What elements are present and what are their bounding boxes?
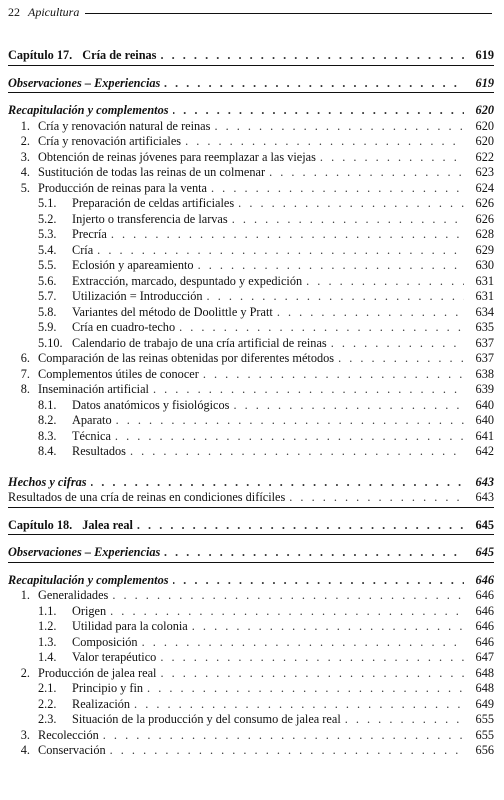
entry-number: 1.2. xyxy=(38,619,57,633)
entry-title: Principio y fin xyxy=(72,681,144,695)
entry-page-number: 638 xyxy=(475,366,494,381)
entry-page-number: 646 xyxy=(475,603,494,618)
entry-number: 5.1. xyxy=(38,196,57,210)
entry-page-number: 619 xyxy=(475,75,494,90)
entry-number: 2. xyxy=(20,665,30,680)
entry-number: Capítulo 18. xyxy=(8,517,73,532)
dot-leader xyxy=(160,666,464,682)
entry-title: Cría de reinas xyxy=(82,48,157,62)
toc-entry-level2 xyxy=(8,604,494,620)
entry-page-number: 648 xyxy=(475,665,494,680)
dot-leader xyxy=(97,243,464,259)
entry-title: Conservación xyxy=(38,743,106,757)
entry-number: 2.3. xyxy=(38,712,57,726)
dot-leader xyxy=(134,697,464,713)
toc-entry-level1 xyxy=(8,666,494,682)
dot-leader xyxy=(207,289,464,305)
entry-title: Valor terapéutico xyxy=(72,650,157,664)
toc-entry-level2 xyxy=(8,681,494,697)
dot-leader xyxy=(238,196,464,212)
dot-leader xyxy=(91,475,464,491)
dot-leader xyxy=(173,573,464,589)
entry-page-number: 640 xyxy=(475,397,494,412)
dot-leader xyxy=(306,274,464,290)
entry-number: 5. xyxy=(20,180,30,195)
toc-entry-level2 xyxy=(8,274,494,290)
entry-page-number: 643 xyxy=(475,490,494,504)
entry-title: Datos anatómicos y fisiológicos xyxy=(72,397,230,412)
entry-number: 1.1. xyxy=(38,603,57,618)
dot-leader xyxy=(111,227,464,243)
entry-title: Técnica xyxy=(72,428,111,443)
entry-number: 4. xyxy=(20,743,30,757)
entry-number: 6. xyxy=(20,351,30,365)
entry-page-number: 637 xyxy=(475,351,494,365)
entry-number: 5.5. xyxy=(38,258,57,272)
toc-entry-level2 xyxy=(8,429,494,445)
entry-title: Comparación de las reinas obtenidas por diferentes métodos xyxy=(38,351,335,365)
dot-leader xyxy=(233,398,464,414)
dot-leader xyxy=(211,181,464,197)
dot-leader xyxy=(164,545,464,561)
toc-entry-level1 xyxy=(8,588,494,604)
section-divider xyxy=(8,92,494,93)
entry-page-number: 623 xyxy=(475,165,494,179)
entry-page-number: 619 xyxy=(475,48,494,62)
entry-title: Inseminación artificial xyxy=(38,382,149,396)
entry-title: Cría en cuadro-techo xyxy=(72,320,176,334)
entry-page-number: 646 xyxy=(475,588,494,602)
toc-entry-level2 xyxy=(8,619,494,635)
entry-title: Producción de jalea real xyxy=(38,665,157,680)
toc-section-heading xyxy=(8,475,494,491)
entry-page-number: 630 xyxy=(475,258,494,272)
entry-title: Situación de la producción y del consumo de jalea real xyxy=(72,712,341,726)
entry-page-number: 641 xyxy=(475,428,494,443)
dot-leader xyxy=(214,119,464,135)
toc-entry-level2 xyxy=(8,243,494,259)
running-title: Apicultura xyxy=(28,4,80,19)
section-divider xyxy=(8,534,494,535)
dot-leader xyxy=(277,305,464,321)
toc-entry-level2 xyxy=(8,413,494,429)
dot-leader xyxy=(110,604,464,620)
dot-leader xyxy=(116,413,464,429)
running-header xyxy=(8,4,492,20)
dot-leader xyxy=(179,320,464,336)
entry-number: 8.2. xyxy=(38,413,57,427)
toc-entry-level2 xyxy=(8,227,494,243)
toc-entry-level2 xyxy=(8,336,494,352)
toc-entry-level2 xyxy=(8,398,494,414)
entry-number: 8.1. xyxy=(38,397,57,412)
entry-title: Aparato xyxy=(72,413,112,427)
entry-page-number: 624 xyxy=(475,180,494,195)
entry-number: 5.3. xyxy=(38,227,57,241)
entry-page-number: 639 xyxy=(475,382,494,396)
toc-entry-level1 xyxy=(8,181,494,197)
section-divider xyxy=(8,507,494,508)
entry-page-number: 646 xyxy=(475,634,494,649)
entry-title: Recapitulación y complementos xyxy=(8,572,169,587)
entry-title: Producción de reinas para la venta xyxy=(38,180,208,195)
dot-leader xyxy=(164,76,464,92)
entry-number: 2.1. xyxy=(38,681,57,695)
header-rule xyxy=(85,13,492,14)
entry-title: Obtención de reinas jóvenes para reemplazar a las viejas xyxy=(38,149,316,164)
toc-entry-level2 xyxy=(8,305,494,321)
entry-title: Jalea real xyxy=(82,517,133,532)
toc-entry-level2 xyxy=(8,712,494,728)
entry-title: Variantes del método de Doolittle y Pratt xyxy=(72,304,273,319)
dot-leader xyxy=(112,588,464,604)
entry-page-number: 645 xyxy=(475,517,494,532)
spacer xyxy=(8,460,494,475)
entry-title: Composición xyxy=(72,634,138,649)
entry-number: 5.4. xyxy=(38,242,57,257)
dot-leader xyxy=(110,743,464,759)
entry-number: 2.2. xyxy=(38,696,57,711)
entry-title: Hechos y cifras xyxy=(8,474,87,489)
entry-number: 1.4. xyxy=(38,650,57,664)
entry-title: Resultados de una cría de reinas en condiciones difíciles xyxy=(8,490,286,504)
entry-page-number: 631 xyxy=(475,289,494,303)
toc-chapter xyxy=(8,48,494,64)
entry-number: 3. xyxy=(20,149,30,164)
entry-page-number: 629 xyxy=(475,242,494,257)
entry-page-number: 655 xyxy=(475,712,494,726)
toc-section-heading xyxy=(8,103,494,119)
dot-leader xyxy=(130,444,464,460)
entry-title: Cría y renovación artificiales xyxy=(38,134,182,148)
entry-page-number: 620 xyxy=(475,118,494,133)
section-divider xyxy=(8,65,494,66)
dot-leader xyxy=(185,134,464,150)
entry-title: Generalidades xyxy=(38,588,109,602)
entry-page-number: 646 xyxy=(475,619,494,633)
dot-leader xyxy=(320,150,464,166)
entry-title: Utilización = Introducción xyxy=(72,289,203,303)
dot-leader xyxy=(137,518,464,534)
entry-title: Recapitulación y complementos xyxy=(8,103,169,117)
entry-title: Observaciones – Experiencias xyxy=(8,545,161,559)
toc-section-heading xyxy=(8,573,494,589)
entry-number: 8. xyxy=(20,382,30,396)
entry-number: 5.8. xyxy=(38,304,57,319)
toc-entry-level1 xyxy=(8,367,494,383)
entry-title: Realización xyxy=(72,696,131,711)
entry-page-number: 626 xyxy=(475,211,494,226)
entry-page-number: 631 xyxy=(475,273,494,288)
entry-title: Resultados xyxy=(72,444,126,458)
table-of-contents xyxy=(8,48,494,759)
entry-page-number: 634 xyxy=(475,304,494,319)
entry-title: Preparación de celdas artificiales xyxy=(72,196,235,210)
entry-number: 8.4. xyxy=(38,444,57,458)
entry-page-number: 637 xyxy=(475,335,494,350)
entry-number: 3. xyxy=(20,727,30,742)
entry-page-number: 628 xyxy=(475,227,494,241)
toc-entry-level1 xyxy=(8,150,494,166)
dot-leader xyxy=(103,728,464,744)
entry-number: 8.3. xyxy=(38,428,57,443)
entry-number: 5.2. xyxy=(38,211,57,226)
dot-leader xyxy=(173,103,464,119)
dot-leader xyxy=(338,351,464,367)
entry-page-number: 622 xyxy=(475,149,494,164)
toc-entry-level2 xyxy=(8,444,494,460)
toc-entry-level2 xyxy=(8,697,494,713)
entry-title: Precría xyxy=(72,227,107,241)
toc-entry xyxy=(8,490,494,506)
dot-leader xyxy=(269,165,464,181)
dot-leader xyxy=(203,367,464,383)
entry-page-number: 642 xyxy=(475,444,494,458)
entry-page-number: 656 xyxy=(475,743,494,757)
entry-number: 5.7. xyxy=(38,289,57,303)
dot-leader xyxy=(153,382,464,398)
entry-number: 5.6. xyxy=(38,273,57,288)
entry-number: 4. xyxy=(20,165,30,179)
toc-entry-level1 xyxy=(8,119,494,135)
toc-entry-level2 xyxy=(8,320,494,336)
dot-leader xyxy=(192,619,464,635)
entry-number: 5.10. xyxy=(38,335,63,350)
dot-leader xyxy=(331,336,464,352)
entry-page-number: 620 xyxy=(475,134,494,148)
entry-page-number: 646 xyxy=(475,572,494,587)
entry-title: Eclosión y apareamiento xyxy=(72,258,194,272)
entry-number: 5.9. xyxy=(38,320,57,334)
entry-page-number: 649 xyxy=(475,696,494,711)
toc-section-heading xyxy=(8,545,494,561)
entry-number: 1. xyxy=(20,118,30,133)
entry-title: Calendario de trabajo de una cría artificial de reinas xyxy=(72,335,327,350)
entry-title: Extracción, marcado, despuntado y expedición xyxy=(72,273,303,288)
toc-entry-level2 xyxy=(8,258,494,274)
entry-number: 2. xyxy=(20,134,30,148)
dot-leader xyxy=(198,258,464,274)
entry-page-number: 635 xyxy=(475,320,494,334)
toc-chapter xyxy=(8,518,494,534)
toc-entry-level2 xyxy=(8,635,494,651)
dot-leader xyxy=(232,212,464,228)
toc-entry-level1 xyxy=(8,351,494,367)
entry-title: Utilidad para la colonia xyxy=(72,619,188,633)
entry-number: 1.3. xyxy=(38,634,57,649)
toc-section-heading xyxy=(8,76,494,92)
page-number: 22 xyxy=(8,4,20,19)
toc-entry-level2 xyxy=(8,650,494,666)
entry-page-number: 648 xyxy=(475,681,494,695)
toc-entry-level1 xyxy=(8,743,494,759)
entry-page-number: 626 xyxy=(475,196,494,210)
dot-leader xyxy=(115,429,464,445)
toc-entry-level2 xyxy=(8,212,494,228)
dot-leader xyxy=(160,650,464,666)
section-divider xyxy=(8,562,494,563)
entry-title: Origen xyxy=(72,603,107,618)
dot-leader xyxy=(160,48,464,64)
entry-title: Cría xyxy=(72,242,94,257)
entry-number: 7. xyxy=(20,366,30,381)
dot-leader xyxy=(289,490,464,506)
toc-entry-level1 xyxy=(8,134,494,150)
toc-entry-level2 xyxy=(8,289,494,305)
toc-entry-level2 xyxy=(8,196,494,212)
dot-leader xyxy=(142,635,464,651)
entry-page-number: 643 xyxy=(475,474,494,489)
entry-number: Capítulo 17. xyxy=(8,48,73,62)
dot-leader xyxy=(147,681,464,697)
toc-entry-level1 xyxy=(8,728,494,744)
entry-title: Injerto o transferencia de larvas xyxy=(72,211,228,226)
entry-page-number: 640 xyxy=(475,413,494,427)
entry-title: Recolección xyxy=(38,727,99,742)
entry-number: 1. xyxy=(20,588,30,602)
entry-title: Sustitución de todas las reinas de un colmenar xyxy=(38,165,266,179)
entry-title: Observaciones – Experiencias xyxy=(8,75,161,90)
entry-page-number: 645 xyxy=(475,545,494,559)
entry-page-number: 620 xyxy=(475,103,494,117)
entry-title: Cría y renovación natural de reinas xyxy=(38,118,211,133)
entry-title: Complementos útiles de conocer xyxy=(38,366,199,381)
entry-page-number: 655 xyxy=(475,727,494,742)
toc-entry-level1 xyxy=(8,382,494,398)
toc-entry-level1 xyxy=(8,165,494,181)
entry-page-number: 647 xyxy=(475,650,494,664)
dot-leader xyxy=(345,712,464,728)
